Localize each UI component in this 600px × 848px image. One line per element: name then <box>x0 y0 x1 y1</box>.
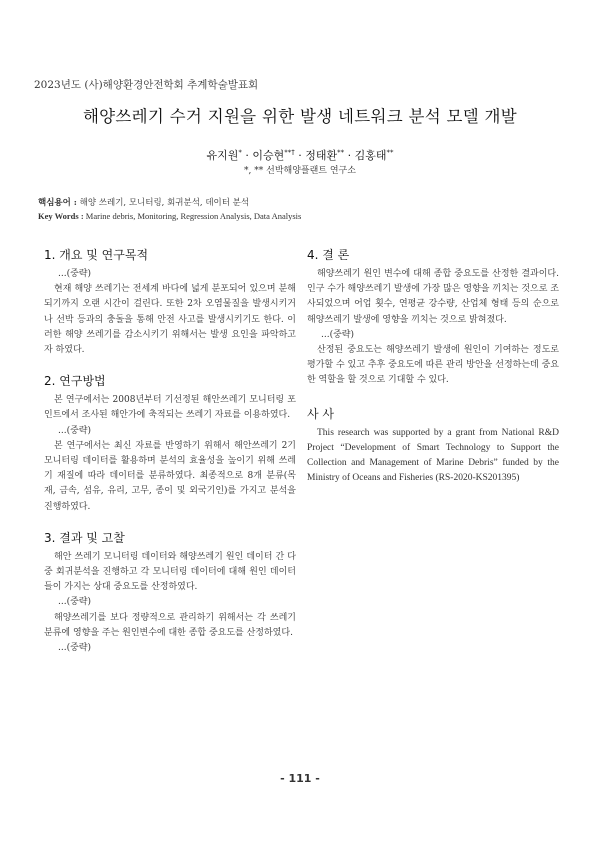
page-number: - 111 - <box>280 772 320 785</box>
keywords-korean <box>38 196 249 208</box>
keywords-text: Marine debris, Monitoring, Regression Analysis, Data Analysis <box>85 211 302 221</box>
section-heading: 2. 연구방법 <box>44 374 106 389</box>
affiliation: *, ** 선박해양플랜트 연구소 <box>244 166 356 176</box>
author-name: 김홍태 <box>354 149 387 162</box>
section-heading: 사 사 <box>307 406 334 421</box>
author-mark: ** <box>386 148 394 157</box>
conference-header: 2023년도 (사)해양환경안전학회 추계학술발표회 <box>34 79 259 91</box>
author-mark: * <box>238 148 242 157</box>
author-name: 이승현 <box>252 149 285 162</box>
keywords-label: 핵심용어 : <box>38 198 77 208</box>
paragraph: 본 연구에서는 2008년부터 기선정된 해안쓰레기 모니터링 포인트에서 조사된 해안가에 축적되는 쓰레기 자료를 이용하였다. <box>44 395 296 421</box>
section-heading: 3. 결과 및 고찰 <box>44 530 125 545</box>
paragraph: 해안 쓰레기 모니터링 데이터와 해양쓰레기 원인 데이터 간 다중 회귀분석을 진행하고 각 모니터링 데이터에 대해 원인 데이터들이 가지는 상대 중요도를 산정하였다. <box>44 551 296 593</box>
left-column <box>44 246 296 656</box>
acknowledgement-text: This research was supported by a grant from National R&D Project “Development of Smart Technology to Support the Collection and Management of Marine Debris” funded by the Ministry of Oceans and Fisheries (RS-2020-KS201395) <box>307 427 559 484</box>
omission-mark: ...(중략) <box>58 643 91 654</box>
author-mark: **† <box>284 148 295 157</box>
author-list: 유지원* · 이승현**† · 정태환** · 김홍태** <box>206 148 394 162</box>
author-name: 정태환 <box>305 149 338 162</box>
right-column <box>307 246 559 486</box>
omission-mark: ...(중략) <box>58 597 91 608</box>
paragraph: 현재 해양 쓰레기는 전세계 바다에 넓게 분포되어 있으며 분해되기까지 오랜 시간이 걸린다. 또한 2차 오염물질을 발생시키거나 선박 등과의 충돌을 통해 안전 사고를 발생시키기도 한다. 이러한 해양 쓰레기를 감소시키기 위해서는 발생 요인을 파악하고자 하였다. <box>44 284 296 356</box>
author-name: 유지원 <box>206 149 239 162</box>
keywords-label: Key Words : <box>38 211 84 221</box>
omission-mark: ...(중략) <box>58 269 91 279</box>
paragraph: 해양쓰레기 원인 변수에 대해 종합 중요도를 산정한 결과이다. 인구 수가 해양쓰레기 발생에 가장 많은 영향을 끼치는 것으로 조사되었으며 어업 횟수, 연평균 강수량, 산업체 형태 등의 순으로 해양쓰레기 발생에 영향을 끼치는 것으로 밝혀졌다. <box>307 269 559 325</box>
paragraph: 산정된 중요도는 해양쓰레기 발생에 원인이 기여하는 정도로 평가할 수 있고 추후 중요도에 따른 관리 방안을 선정하는데 중요한 역할을 할 것으로 기대할 수 있다. <box>307 345 559 386</box>
section-heading: 4. 결 론 <box>307 248 350 262</box>
paragraph: 해양쓰레기를 보다 정량적으로 관리하기 위해서는 각 쓰레기 분류에 영향을 주는 원인변수에 대한 종합 중요도를 산정하였다. <box>44 612 296 638</box>
paper-title: 해양쓰레기 수거 지원을 위한 발생 네트워크 분석 모델 개발 <box>82 107 518 126</box>
omission-mark: ...(중략) <box>321 329 354 340</box>
omission-mark: ...(중략) <box>58 425 91 436</box>
section-heading: 1. 개요 및 연구목적 <box>44 248 149 262</box>
keywords-text: 해양 쓰레기, 모니터링, 회귀분석, 데이터 분석 <box>79 198 250 208</box>
keywords-english <box>38 211 301 221</box>
paragraph: 본 연구에서는 최신 자료를 반영하기 위해서 해안쓰레기 2기 모니터링 데이터를 활용하며 분석의 효율성을 높이기 위해 쓰레기 재질에 따라 데이터를 분류하였다. 최종적으로 8개 분류(목재, 금속, 섬유, 유리, 고무, 종이 및 외국기인)를 가지고 분석을 진행하였다. <box>44 440 296 512</box>
author-mark: ** <box>337 148 345 157</box>
